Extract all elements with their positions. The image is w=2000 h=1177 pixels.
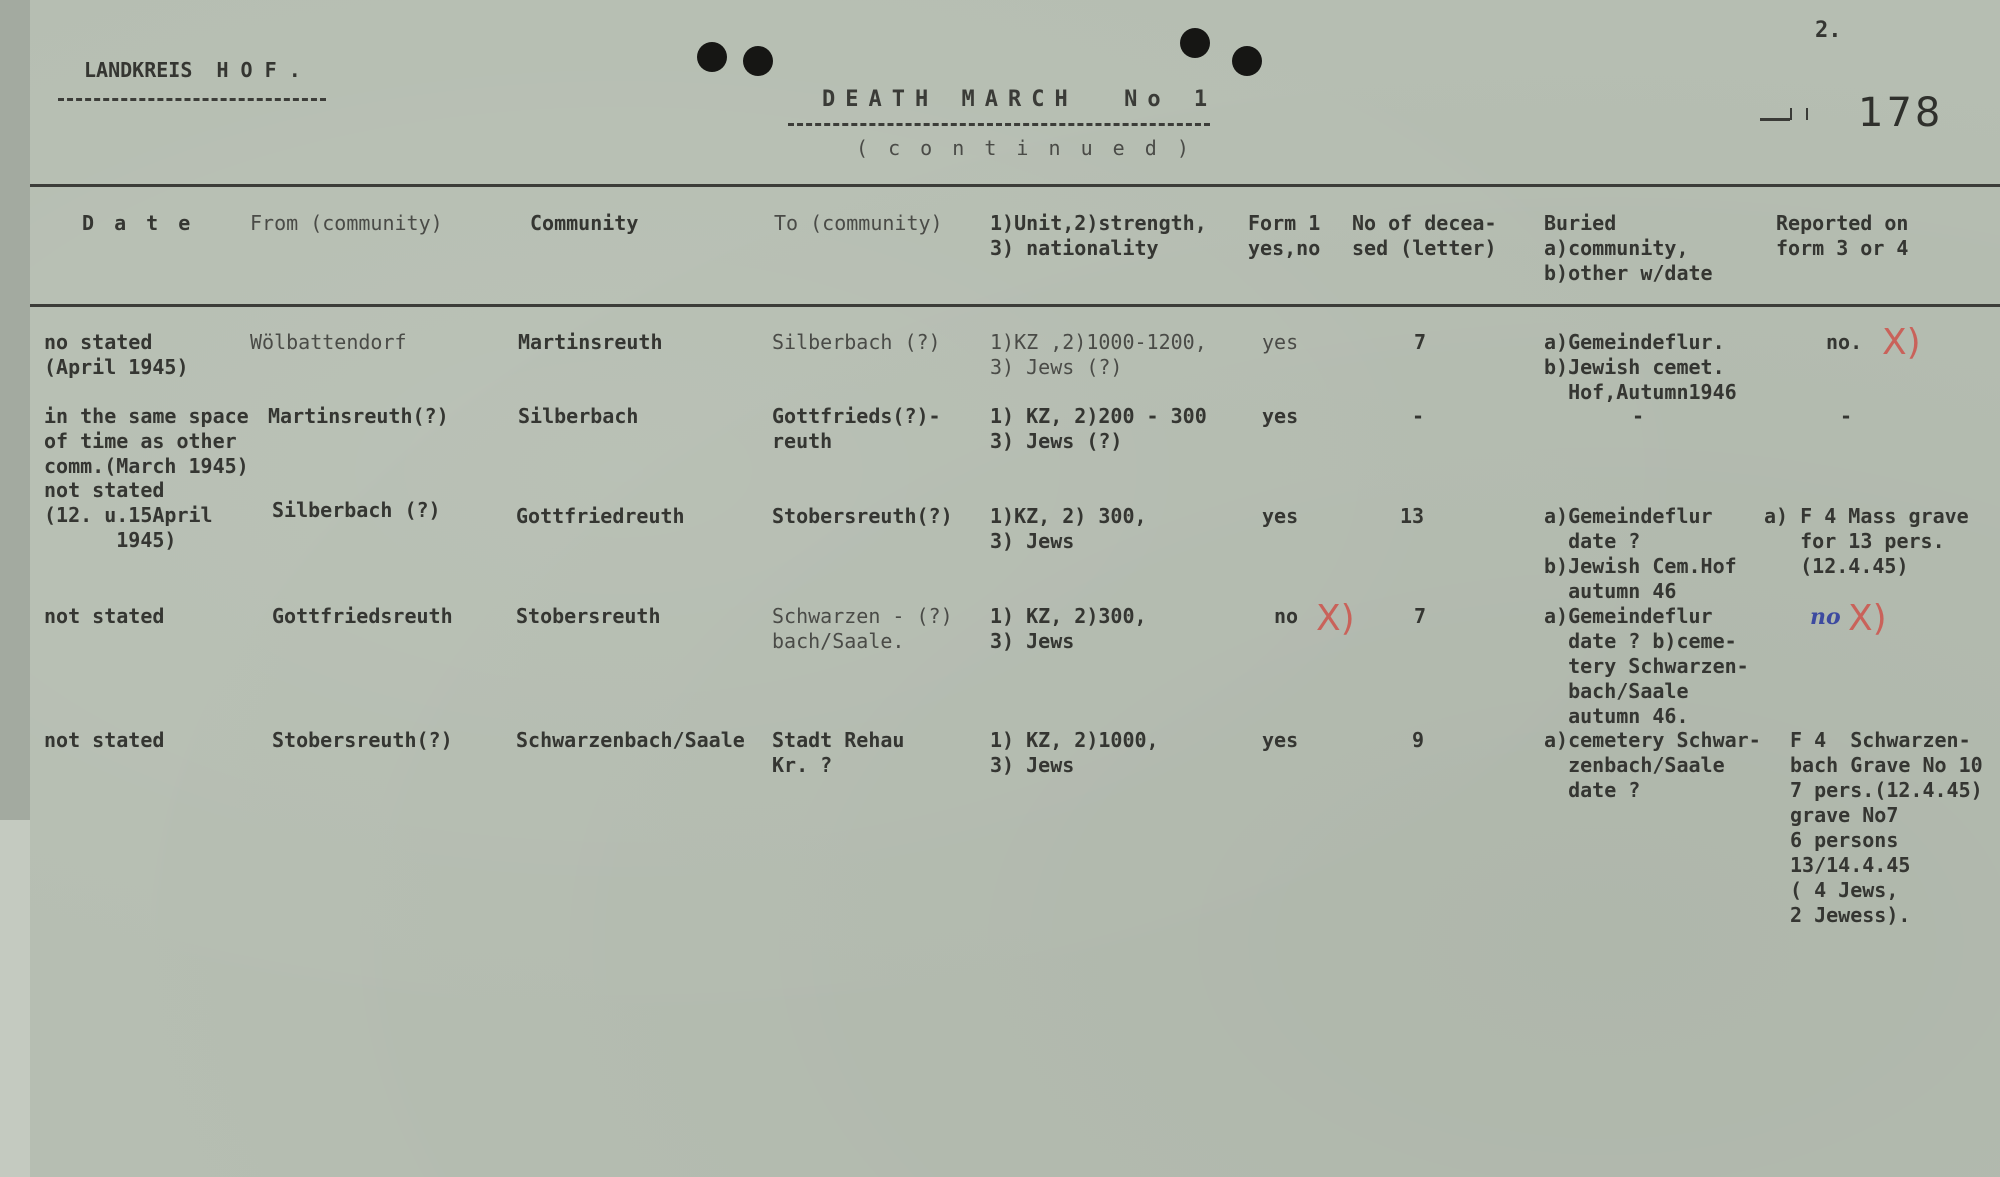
row5-form1: yes [1262, 728, 1299, 752]
row3-form1: yes [1262, 504, 1299, 528]
row3-reported: a) F 4 Mass grave for 13 pers. (12.4.45) [1764, 504, 1969, 578]
row4-community: Stobersreuth [516, 604, 661, 628]
row5-to: Stadt Rehau Kr. ? [772, 728, 905, 777]
stamp-number: 178 [1858, 90, 1944, 136]
col-header-buried: Buried a)community, b)other w/date [1544, 211, 1713, 285]
row1-to: Silberbach (?) [772, 330, 941, 354]
row5-from: Stobersreuth(?) [272, 728, 453, 752]
sheet-edge [0, 820, 30, 1177]
row1-reported-mark: X) [1882, 322, 1921, 363]
row3-unit: 1)KZ, 2) 300, 3) Jews [990, 504, 1147, 553]
title-underline [788, 123, 1210, 126]
row2-form1: yes [1262, 404, 1299, 428]
col-header-date: D a t e [82, 211, 195, 235]
row3-deceased: 13 [1400, 504, 1425, 528]
row3-date: not stated (12. u.15April 1945) [44, 478, 213, 552]
row4-date: not stated [44, 604, 165, 628]
row1-form1: yes [1262, 330, 1299, 354]
row1-date: no stated (April 1945) [44, 330, 189, 379]
row1-unit: 1)KZ ,2)1000-1200, 3) Jews (?) [990, 330, 1207, 379]
district-label: LANDKREIS H O F . [84, 58, 301, 82]
row2-to: Gottfrieds(?)- reuth [772, 404, 941, 453]
row5-deceased: 9 [1412, 728, 1425, 752]
row2-deceased: - [1412, 404, 1425, 428]
row5-reported: F 4 Schwarzen- bach Grave No 10 7 pers.(12.4.45) grave No7 6 persons 13/14.4.45 ( 4 Jews, 2 Jewess). [1790, 728, 1983, 927]
row1-buried: a)Gemeindeflur. b)Jewish cemet. Hof,Autumn1946 [1544, 330, 1737, 404]
stamp-tick [1760, 118, 1790, 121]
row4-unit: 1) KZ, 2)300, 3) Jews [990, 604, 1147, 653]
row4-reported-mark: X) [1848, 598, 1887, 639]
col-header-to: To (community) [774, 211, 943, 235]
row1-reported: no. [1826, 330, 1863, 354]
table-top-rule [30, 184, 2000, 187]
col-header-from: From (community) [250, 211, 443, 235]
row2-unit: 1) KZ, 2)200 - 300 3) Jews (?) [990, 404, 1207, 453]
col-header-deceased: No of decea- sed (letter) [1352, 211, 1497, 260]
row1-from: Wölbattendorf [250, 330, 407, 354]
district-underline [58, 98, 326, 101]
stamp-tick [1790, 108, 1792, 120]
col-header-reported: Reported on form 3 or 4 [1776, 211, 1909, 260]
punch-hole [1232, 46, 1262, 76]
row3-community: Gottfriedreuth [516, 504, 685, 528]
document-subtitle: ( c o n t i n u e d ) [856, 136, 1193, 160]
row4-buried: a)Gemeindeflur date ? b)ceme- tery Schwarzen- bach/Saale autumn 46. [1544, 604, 1749, 728]
document-title: DEATH MARCH No 1 [822, 87, 1218, 112]
col-header-unit: 1)Unit,2)strength, 3) nationality [990, 211, 1207, 260]
col-header-community: Community [530, 211, 639, 235]
punch-hole [1180, 28, 1210, 58]
row4-form1: no [1274, 604, 1299, 628]
row5-unit: 1) KZ, 2)1000, 3) Jews [990, 728, 1159, 777]
row2-date: in the same space of time as other comm.(March 1945) [44, 404, 249, 478]
row1-community: Martinsreuth [518, 330, 663, 354]
row1-deceased: 7 [1414, 330, 1427, 354]
row3-buried: a)Gemeindeflur date ? b)Jewish Cem.Hof autumn 46 [1544, 504, 1737, 603]
row3-from: Silberbach (?) [272, 498, 441, 522]
row5-community: Schwarzenbach/Saale [516, 728, 745, 752]
row4-form1-mark: X) [1316, 598, 1355, 639]
col-header-form1: Form 1 yes,no [1248, 211, 1321, 260]
row2-community: Silberbach [518, 404, 639, 428]
table-header-rule [30, 304, 2000, 307]
page-number: 2. [1815, 18, 1842, 43]
row3-to: Stobersreuth(?) [772, 504, 953, 528]
stamp-tick [1806, 108, 1808, 120]
row5-buried: a)cemetery Schwar- zenbach/Saale date ? [1544, 728, 1761, 802]
row2-reported: - [1840, 404, 1853, 428]
row4-from: Gottfriedsreuth [272, 604, 453, 628]
row4-to: Schwarzen - (?) bach/Saale. [772, 604, 953, 653]
row4-deceased: 7 [1414, 604, 1427, 628]
punch-hole [743, 46, 773, 76]
punch-hole [697, 42, 727, 72]
row4-reported: no [1810, 604, 1841, 630]
row2-buried: - [1632, 404, 1645, 428]
row2-from: Martinsreuth(?) [268, 404, 449, 428]
row5-date: not stated [44, 728, 165, 752]
